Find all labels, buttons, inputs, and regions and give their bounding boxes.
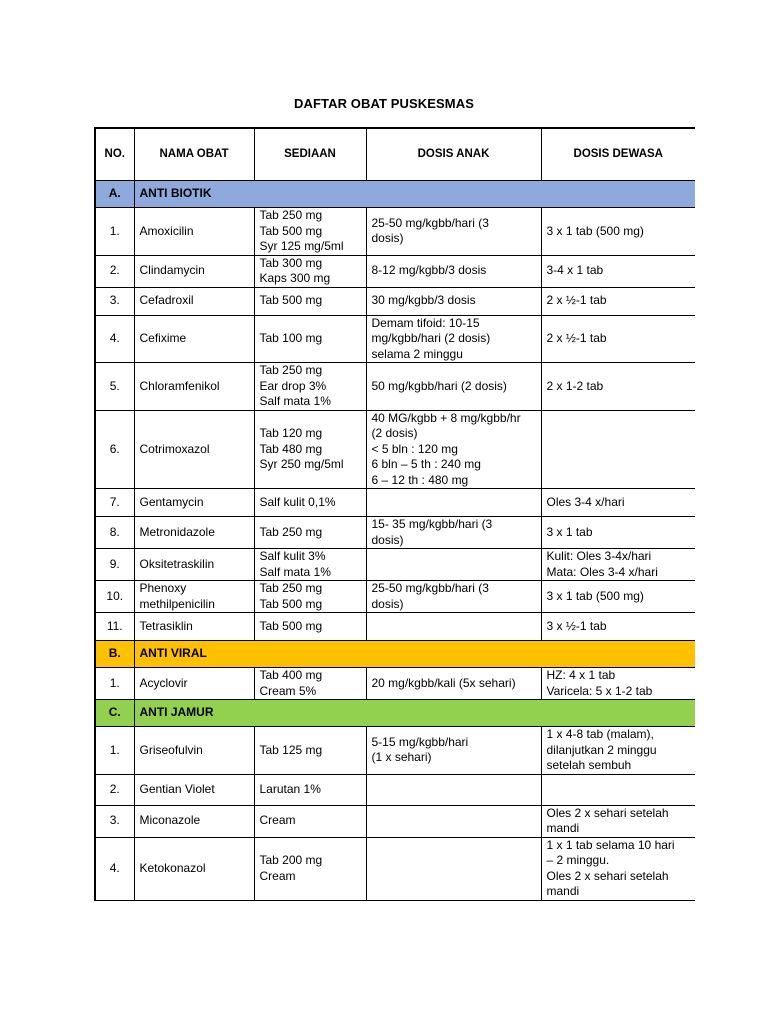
drug-name: [134, 410, 254, 489]
preparation-line: Cream: [259, 868, 296, 883]
adult-dose: [541, 255, 695, 287]
drug-name-line: Gentian Violet: [139, 781, 215, 796]
drug-name-line: Gentamycin: [139, 494, 204, 509]
child-dose-line: mg/kgbb/hari (2 dosis): [371, 331, 491, 345]
child-dose: [366, 727, 541, 775]
preparation-line: Tab 500 mg: [259, 596, 323, 611]
preparation-line: Tab 125 mg: [259, 742, 323, 757]
row-number: 11.: [95, 613, 134, 641]
adult-dose-line: 1 x 1 tab selama 10 hari: [546, 837, 675, 852]
row-number: 6.: [95, 410, 134, 489]
adult-dose-line: 1 x 4-8 tab (malam),: [546, 727, 654, 741]
row-number: 7.: [95, 489, 134, 517]
preparation-line: Tab 250 mg: [259, 208, 323, 222]
preparation: [254, 805, 366, 837]
preparation-line: Tab 250 mg: [259, 363, 323, 377]
drug-name: [134, 774, 254, 805]
adult-dose: [541, 315, 695, 363]
child-dose: [366, 517, 541, 549]
preparation-line: Salf kulit 0,1%: [259, 494, 336, 509]
preparation-line: Ear drop 3%: [259, 378, 327, 393]
adult-dose-line: 3 x ½-1 tab: [546, 618, 607, 633]
drug-name-line: Cefadroxil: [139, 293, 194, 308]
section-code: A.: [95, 181, 134, 208]
preparation-line: Tab 480 mg: [259, 441, 323, 456]
child-dose: [366, 255, 541, 287]
child-dose-line: < 5 bln : 120 mg: [371, 441, 458, 456]
child-dose-line: dosis): [371, 231, 404, 246]
drug-name-line: Acyclovir: [139, 675, 188, 690]
drug-row: [95, 549, 695, 581]
child-dose-line: 30 mg/kgbb/3 dosis: [371, 293, 476, 308]
drug-row: [95, 581, 695, 613]
preparation-line: Salf mata 1%: [259, 564, 331, 579]
adult-dose: [541, 208, 695, 256]
preparation: [254, 315, 366, 363]
preparation-line: Tab 250 mg: [259, 524, 323, 539]
section-row: [95, 641, 695, 668]
adult-dose-line: Kulit: Oles 3-4x/hari: [546, 549, 652, 563]
child-dose-line: (1 x sehari): [371, 750, 432, 765]
drug-name-line: Amoxicilin: [139, 223, 194, 238]
preparation-line: Syr 250 mg/5ml: [259, 457, 344, 471]
preparation: [254, 581, 366, 613]
preparation: [254, 410, 366, 489]
section-code: C.: [95, 700, 134, 727]
adult-dose: [541, 837, 695, 900]
adult-dose-line: Varicela: 5 x 1-2 tab: [546, 683, 653, 698]
adult-dose-line: dilanjutkan 2 minggu: [546, 742, 657, 757]
preparation-line: Cream: [259, 813, 296, 828]
drug-name: [134, 837, 254, 900]
adult-dose-line: mandi: [546, 884, 580, 898]
drug-row: [95, 668, 695, 700]
child-dose: [366, 774, 541, 805]
child-dose: [366, 489, 541, 517]
preparation-line: Tab 300 mg: [259, 255, 323, 270]
drug-name-line: Chloramfenikol: [139, 378, 220, 393]
preparation-line: Larutan 1%: [259, 781, 321, 796]
drug-row: [95, 489, 695, 517]
section-name: ANTI JAMUR: [134, 700, 695, 727]
child-dose: [366, 805, 541, 837]
drug-name: [134, 517, 254, 549]
table-body: [95, 181, 695, 901]
adult-dose: [541, 805, 695, 837]
section-row: [95, 700, 695, 727]
section-code: B.: [95, 641, 134, 668]
drug-row: [95, 287, 695, 315]
drug-name: [134, 581, 254, 613]
page-title: DAFTAR OBAT PUSKESMAS: [293, 96, 474, 111]
preparation-line: Syr 125 mg/5ml: [259, 239, 344, 253]
adult-dose-line: 2 x 1-2 tab: [546, 378, 604, 393]
adult-dose-line: Mata: Oles 3-4 x/hari: [546, 564, 658, 579]
drug-name-line: Metronidazole: [139, 524, 215, 539]
adult-dose-line: – 2 minggu.: [546, 853, 610, 867]
child-dose: [366, 315, 541, 363]
child-dose: [366, 208, 541, 256]
section-name: ANTI BIOTIK: [134, 181, 695, 208]
header-no: NO.: [95, 128, 134, 181]
row-number: 3.: [95, 287, 134, 315]
preparation: [254, 287, 366, 315]
drug-name: [134, 489, 254, 517]
drug-row: [95, 517, 695, 549]
child-dose-line: 40 MG/kgbb + 8 mg/kgbb/hr: [371, 410, 521, 425]
preparation-line: Tab 500 mg: [259, 618, 323, 633]
child-dose-line: Demam tifoid: 10-15: [371, 315, 480, 330]
drug-row: [95, 363, 695, 411]
drug-row: [95, 774, 695, 805]
adult-dose-line: mandi: [546, 821, 580, 835]
child-dose: [366, 410, 541, 489]
row-number: 1.: [95, 727, 134, 775]
row-number: 8.: [95, 517, 134, 549]
header-row: [95, 128, 695, 181]
preparation: [254, 255, 366, 287]
adult-dose: [541, 287, 695, 315]
row-number: 4.: [95, 837, 134, 900]
adult-dose: [541, 517, 695, 549]
drug-name-line: Oksitetraskilin: [139, 556, 215, 571]
section-row: [95, 181, 695, 208]
preparation: [254, 668, 366, 700]
child-dose-line: 6 bln – 5 th : 240 mg: [371, 457, 481, 471]
child-dose-line: 20 mg/kgbb/kali (5x sehari): [371, 675, 516, 690]
header-dosis-anak: DOSIS ANAK: [366, 128, 541, 181]
drug-name: [134, 315, 254, 363]
adult-dose-line: Oles 2 x sehari setelah: [546, 868, 669, 883]
preparation-line: Salf mata 1%: [259, 394, 331, 408]
preparation: [254, 727, 366, 775]
child-dose-line: dosis): [371, 532, 404, 547]
row-number: 3.: [95, 805, 134, 837]
child-dose-line: 15- 35 mg/kgbb/hari (3: [371, 517, 493, 531]
row-number: 9.: [95, 549, 134, 581]
child-dose: [366, 363, 541, 411]
preparation-line: Tab 400 mg: [259, 668, 323, 682]
drug-table: [94, 127, 695, 901]
adult-dose: [541, 668, 695, 700]
adult-dose-line: 3 x 1 tab: [546, 524, 593, 539]
adult-dose-line: 2 x ½-1 tab: [546, 331, 607, 345]
adult-dose-line: setelah sembuh: [546, 758, 632, 772]
preparation-line: Tab 120 mg: [259, 426, 323, 440]
child-dose-line: 25-50 mg/kgbb/hari (3: [371, 215, 489, 230]
adult-dose-line: Oles 2 x sehari setelah: [546, 805, 669, 820]
row-number: 2.: [95, 774, 134, 805]
drug-name-line: Tetrasiklin: [139, 618, 193, 633]
preparation: [254, 613, 366, 641]
adult-dose: [541, 727, 695, 775]
row-number: 2.: [95, 255, 134, 287]
child-dose-line: (2 dosis): [371, 426, 418, 440]
preparation: [254, 208, 366, 256]
drug-row: [95, 613, 695, 641]
header-sediaan: SEDIAAN: [254, 128, 366, 181]
adult-dose-line: 3-4 x 1 tab: [546, 263, 604, 278]
drug-name: [134, 208, 254, 256]
drug-name: [134, 363, 254, 411]
row-number: 5.: [95, 363, 134, 411]
child-dose: [366, 287, 541, 315]
header-nama-obat: NAMA OBAT: [134, 128, 254, 181]
drug-name-line: Cefixime: [139, 331, 187, 345]
preparation: [254, 489, 366, 517]
child-dose: [366, 581, 541, 613]
adult-dose-line: Oles 3-4 x/hari: [546, 494, 625, 509]
preparation-line: Kaps 300 mg: [259, 271, 331, 285]
preparation: [254, 837, 366, 900]
drug-name-line: methilpenicilin: [139, 596, 215, 611]
drug-name: [134, 549, 254, 581]
child-dose-line: 50 mg/kgbb/hari (2 dosis): [371, 378, 507, 393]
drug-row: [95, 837, 695, 900]
child-dose-line: 6 – 12 th : 480 mg: [371, 472, 469, 487]
drug-name-line: Griseofulvin: [139, 742, 203, 757]
child-dose: [366, 668, 541, 700]
child-dose-line: dosis): [371, 596, 404, 611]
adult-dose: [541, 410, 695, 489]
drug-name-line: Cotrimoxazol: [139, 441, 210, 456]
drug-name-line: Miconazole: [139, 813, 201, 828]
row-number: 1.: [95, 208, 134, 256]
preparation-line: Tab 100 mg: [259, 331, 323, 345]
adult-dose-line: 3 x 1 tab (500 mg): [546, 588, 644, 603]
adult-dose: [541, 581, 695, 613]
drug-name-line: Phenoxy: [139, 581, 187, 595]
drug-name: [134, 727, 254, 775]
adult-dose-line: HZ: 4 x 1 tab: [546, 668, 616, 682]
drug-row: [95, 315, 695, 363]
drug-row: [95, 208, 695, 256]
child-dose-line: 8-12 mg/kgbb/3 dosis: [371, 263, 487, 278]
row-number: 4.: [95, 315, 134, 363]
preparation-line: Cream 5%: [259, 683, 317, 698]
child-dose: [366, 837, 541, 900]
preparation-line: Tab 500 mg: [259, 293, 323, 308]
child-dose-line: 5-15 mg/kgbb/hari: [371, 734, 469, 749]
adult-dose: [541, 774, 695, 805]
preparation-line: Tab 250 mg: [259, 581, 323, 595]
row-number: 1.: [95, 668, 134, 700]
child-dose: [366, 549, 541, 581]
preparation: [254, 517, 366, 549]
drug-name: [134, 287, 254, 315]
child-dose-line: 25-50 mg/kgbb/hari (3: [371, 581, 489, 595]
adult-dose: [541, 549, 695, 581]
preparation: [254, 363, 366, 411]
drug-name-line: Clindamycin: [139, 263, 205, 278]
adult-dose-line: 3 x 1 tab (500 mg): [546, 223, 644, 238]
drug-row: [95, 727, 695, 775]
header-dosis-dewasa: DOSIS DEWASA: [541, 128, 695, 181]
adult-dose-line: 2 x ½-1 tab: [546, 293, 607, 308]
drug-row: [95, 255, 695, 287]
preparation: [254, 774, 366, 805]
drug-name: [134, 668, 254, 700]
adult-dose: [541, 489, 695, 517]
preparation: [254, 549, 366, 581]
drug-name: [134, 255, 254, 287]
section-name: ANTI VIRAL: [134, 641, 695, 668]
preparation-line: Salf kulit 3%: [259, 549, 326, 563]
child-dose: [366, 613, 541, 641]
adult-dose: [541, 363, 695, 411]
drug-name: [134, 613, 254, 641]
drug-name-line: Ketokonazol: [139, 860, 206, 875]
preparation-line: Tab 200 mg: [259, 853, 323, 867]
row-number: 10.: [95, 581, 134, 613]
preparation-line: Tab 500 mg: [259, 223, 323, 238]
drug-row: [95, 410, 695, 489]
drug-name: [134, 805, 254, 837]
child-dose-line: selama 2 minggu: [371, 346, 463, 361]
drug-row: [95, 805, 695, 837]
adult-dose: [541, 613, 695, 641]
